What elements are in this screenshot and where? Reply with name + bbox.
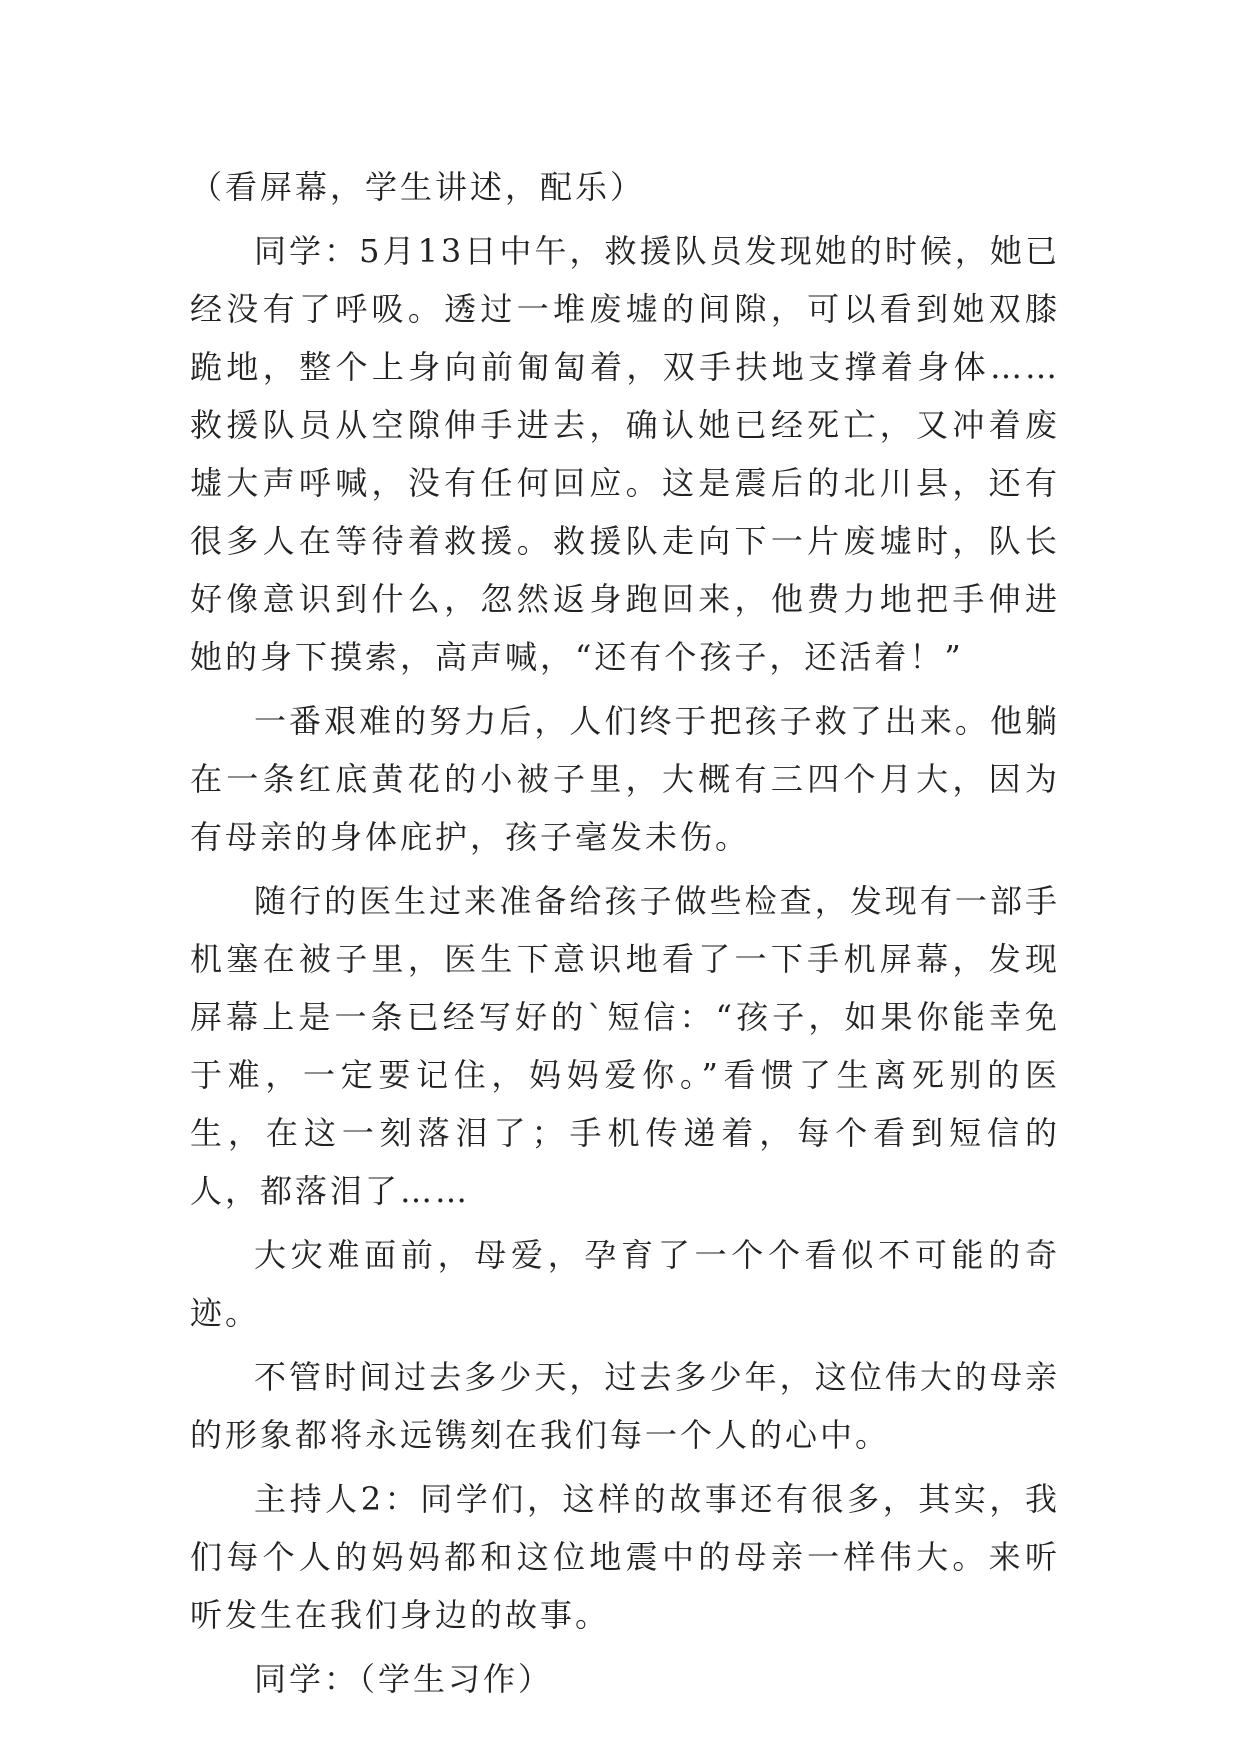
paragraph-host-2: 主持人2：同学们，这样的故事还有很多，其实，我们每个人的妈妈都和这位地震中的母亲一样伟大。来听听发生在我们身边的故事。: [190, 1480, 1060, 1634]
paragraph-student-narration: 同学：5月13日中午，救援队员发现她的时候，她已经没有了呼吸。透过一堆废墟的间隙，可以看到她双膝跪地，整个上身向前匍匐着，双手扶地支撑着身体……救援队员从空隙伸手进去，确认她已经死亡，又冲着废墟大声呼喊，没有任何回应。这是震后的北川县，还有很多人在等待着救援。救援队走向下一片废墟时，队长好像意识到什么，忽然返身跑回来，他费力地把手伸进她的身下摸索，高声喊，“还有个孩子，还活着！”: [190, 232, 1060, 676]
stage-direction: （看屏幕，学生讲述，配乐）: [190, 168, 646, 206]
paragraph-memory: 不管时间过去多少天，过去多少年，这位伟大的母亲的形象都将永远镌刻在我们每一个人的心中。: [190, 1358, 1060, 1454]
document-body: [190, 158, 1060, 1714]
paragraph-miracle: 大灾难面前，母爱，孕育了一个个看似不可能的奇迹。: [190, 1236, 1060, 1332]
paragraph-rescue: 一番艰难的努力后，人们终于把孩子救了出来。他躺在一条红底黄花的小被子里，大概有三四个月大，因为有母亲的身体庇护，孩子毫发未伤。: [190, 702, 1060, 856]
paragraph-student-essay: 同学：（学生习作）: [254, 1660, 554, 1698]
paragraph-doctor: 随行的医生过来准备给孩子做些检查，发现有一部手机塞在被子里，医生下意识地看了一下手机屏幕，发现屏幕上是一条已经写好的`短信：“孩子，如果你能幸免于难，一定要记住，妈妈爱你。”看惯了生离死别的医生，在这一刻落泪了；手机传递着，每个看到短信的人，都落泪了……: [190, 882, 1060, 1210]
